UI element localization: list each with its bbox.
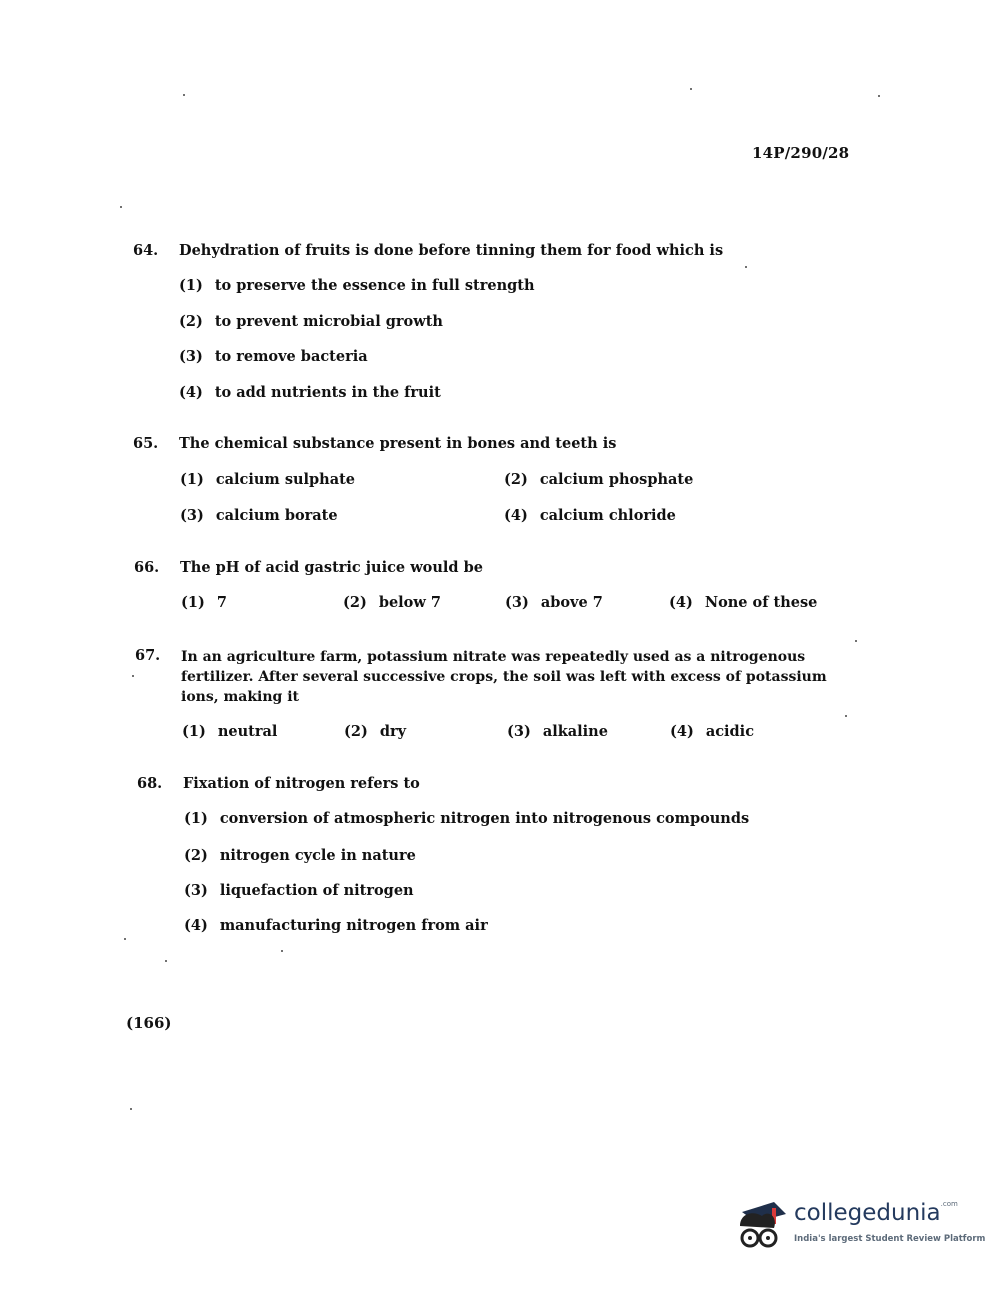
scan-speck [745, 266, 747, 268]
option: (3) alkaline [507, 723, 608, 740]
question-67 [135, 647, 855, 709]
question-text: In an agriculture farm, potassium nitrate was repeatedly used as a nitrogenous fertilizer. After several successive crops, the soil was left with excess of potassium ions, making it [181, 649, 827, 705]
paper-code: 14P/290/28 [752, 144, 850, 162]
question-number: 66. [134, 559, 160, 576]
option: (1) conversion of atmospheric nitrogen into nitrogenous compounds [184, 810, 750, 827]
question-number: 64. [133, 242, 159, 259]
scan-speck [130, 1108, 132, 1110]
option: (3) above 7 [505, 594, 603, 611]
scan-speck [281, 950, 283, 952]
option: (1) neutral [182, 723, 278, 740]
option: (2) calcium phosphate [504, 471, 694, 488]
scan-speck [132, 675, 134, 677]
option: (2) to prevent microbial growth [179, 313, 443, 330]
scan-speck [855, 640, 857, 642]
scan-speck [120, 206, 122, 208]
option: (4) calcium chloride [504, 507, 676, 524]
scan-speck [165, 960, 167, 962]
page-number: (166) [126, 1014, 172, 1032]
option: (4) to add nutrients in the fruit [179, 384, 441, 401]
brand-name: collegedunia$^{.com}$ [794, 1200, 958, 1226]
question-text: Dehydration of fruits is done before tinning them for food which is [179, 242, 724, 259]
option: (1) calcium sulphate [180, 471, 356, 488]
question-text: The pH of acid gastric juice would be [180, 559, 483, 576]
scan-speck [690, 88, 692, 90]
option: (2) below 7 [343, 594, 441, 611]
scan-speck [124, 938, 126, 940]
option: (3) to remove bacteria [179, 348, 368, 365]
option: (1) to preserve the essence in full strength [179, 277, 535, 294]
option: (1) 7 [181, 594, 227, 611]
question-number: 67. [135, 647, 161, 664]
mascot-logo-icon [734, 1196, 792, 1254]
question-text: Fixation of nitrogen refers to [183, 775, 420, 792]
scan-speck [183, 94, 185, 96]
option: (2) nitrogen cycle in nature [184, 847, 416, 864]
option: (2) dry [344, 723, 407, 740]
option: (4) acidic [670, 723, 755, 740]
scan-speck [878, 95, 880, 97]
option: (4) manufacturing nitrogen from air [184, 917, 488, 934]
question-number: 65. [133, 435, 159, 452]
collegedunia-watermark [734, 1196, 986, 1256]
option: (3) calcium borate [180, 507, 338, 524]
scan-speck [845, 715, 847, 717]
option: (4) None of these [669, 594, 818, 611]
option: (3) liquefaction of nitrogen [184, 882, 414, 899]
question-text: The chemical substance present in bones and teeth is [179, 435, 617, 452]
question-number: 68. [137, 775, 163, 792]
brand-tagline: India's largest Student Review Platform [794, 1234, 986, 1244]
